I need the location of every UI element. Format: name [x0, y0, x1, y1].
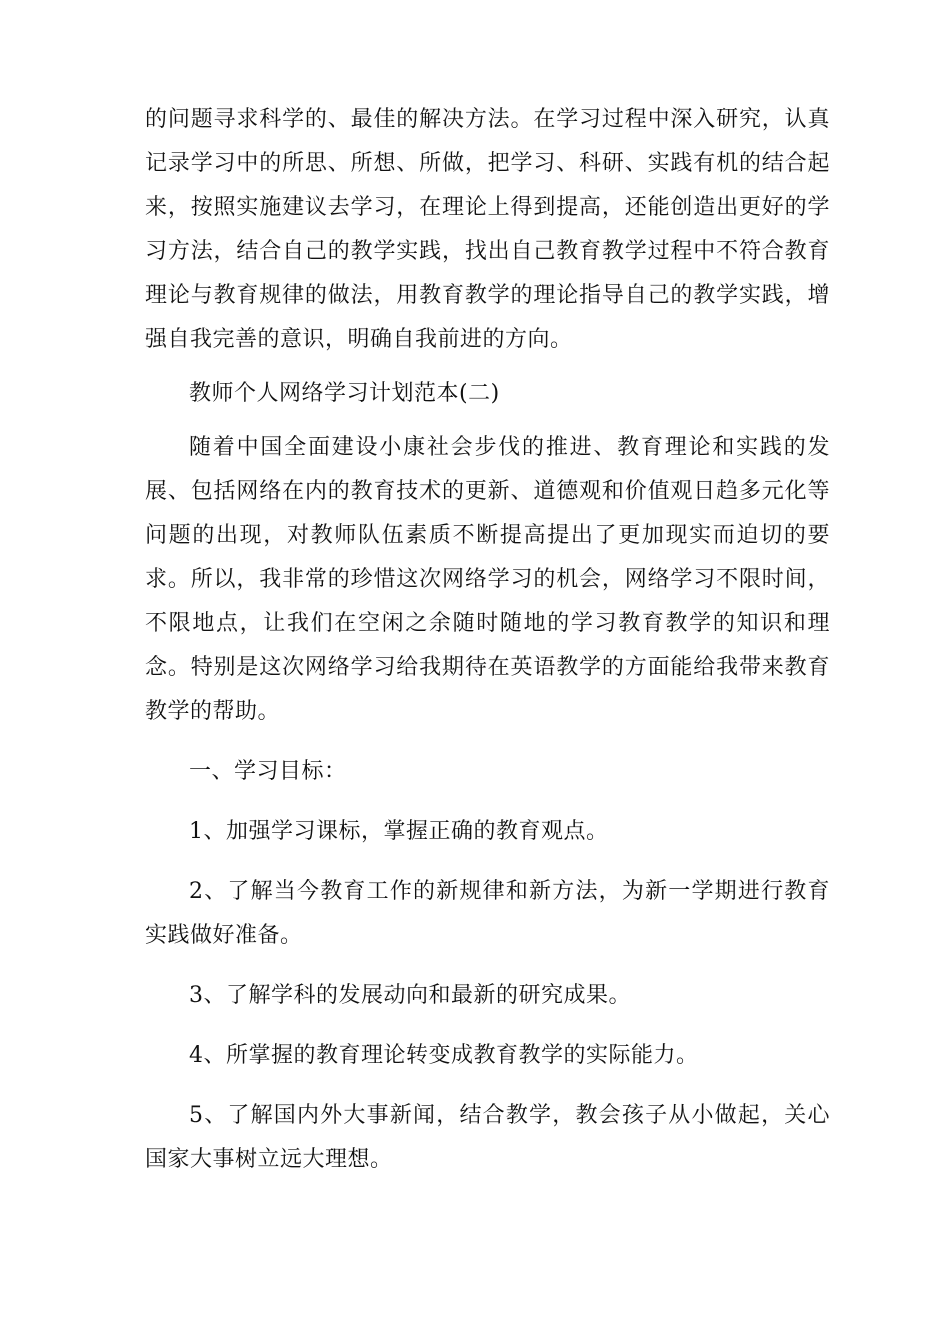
goal-item-2: 2、了解当今教育工作的新规律和新方法，为新一学期进行教育实践做好准备。	[145, 879, 830, 948]
heading-learning-goals: 一、学习目标：	[189, 759, 347, 784]
section-title: 教师个人网络学习计划范本(二)	[189, 381, 500, 406]
paragraph-continuation: 的问题寻求科学的、最佳的解决方法。在学习过程中深入研究，认真记录学习中的所思、所想、所做，把学习、科研、实践有机的结合起来，按照实施建议去学习，在理论上得到提高，还能创造出更好的学习方法，结合自己的教学实践，找出自己教育教学过程中不符合教育理论与教育规律的做法，用教育教学的理论指导自己的教学实践，增强自我完善的意识，明确自我前进的方向。	[145, 107, 830, 352]
goal-item-3: 3、了解学科的发展动向和最新的研究成果。	[189, 983, 631, 1008]
goal-item-1: 1、加强学习课标，掌握正确的教育观点。	[189, 819, 609, 844]
goal-item-4: 4、所掌握的教育理论转变成教育教学的实际能力。	[189, 1043, 699, 1068]
paragraph-intro: 随着中国全面建设小康社会步伐的推进、教育理论和实践的发展、包括网络在内的教育技术的更新、道德观和价值观日趋多元化等问题的出现，对教师队伍素质不断提高提出了更加现实而迫切的要求。所以，我非常的珍惜这次网络学习的机会，网络学习不限时间，不限地点，让我们在空闲之余随时随地的学习教育教学的知识和理念。特别是这次网络学习给我期待在英语教学的方面能给我带来教育教学的帮助。	[145, 435, 830, 724]
goal-item-5: 5、了解国内外大事新闻，结合教学，教会孩子从小做起，关心国家大事树立远大理想。	[145, 1103, 830, 1172]
document-body	[145, 98, 830, 1182]
